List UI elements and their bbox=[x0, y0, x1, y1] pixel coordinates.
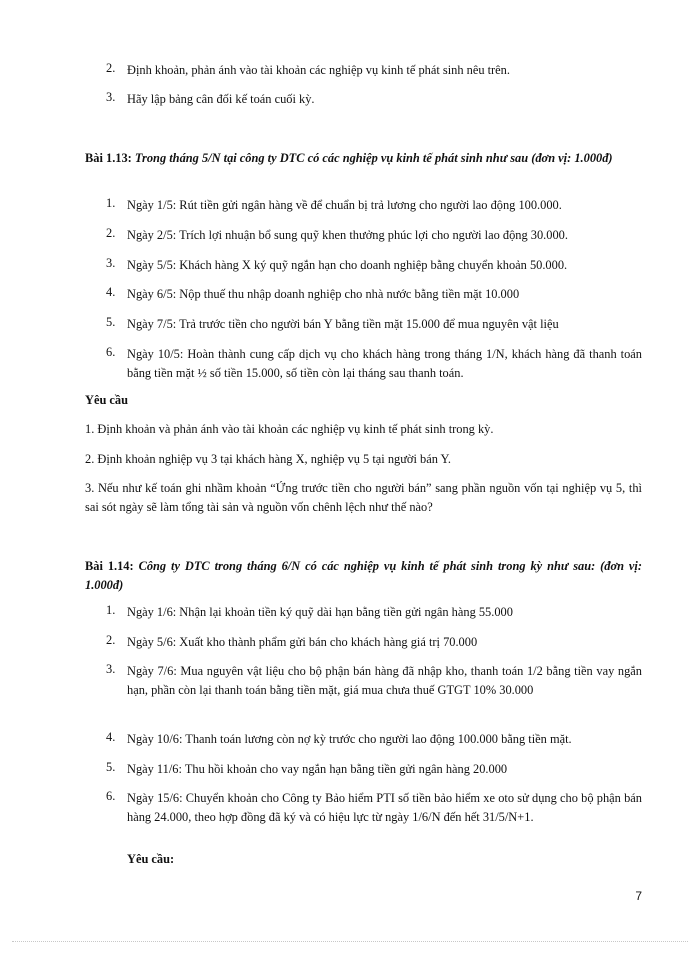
list-item: Định khoản, phản ánh vào tài khoản các nghiệp vụ kinh tế phát sinh nêu trên. bbox=[127, 63, 510, 77]
requirement-item: 1. Định khoản và phản ánh vào tài khoản các nghiệp vụ kinh tế phát sinh trong kỳ. bbox=[85, 422, 494, 436]
exercise-label: Bài 1.14: bbox=[85, 559, 134, 573]
list-item: Ngày 5/5: Khách hàng X ký quỹ ngắn hạn cho doanh nghiệp bằng chuyển khoản 50.000. bbox=[127, 258, 568, 272]
page-divider bbox=[12, 941, 688, 942]
list-number: 5. bbox=[106, 760, 116, 774]
list-number: 2. bbox=[106, 61, 116, 75]
list-item: Ngày 11/6: Thu hồi khoản cho vay ngắn hạn bằng tiền gửi ngân hàng 20.000 bbox=[127, 762, 508, 776]
list-number: 1. bbox=[106, 196, 116, 210]
list-number: 2. bbox=[106, 633, 116, 647]
list-item: Hãy lập bảng cân đối kế toán cuối kỳ. bbox=[127, 92, 315, 106]
exercise-title: Công ty DTC trong tháng 6/N có các nghiệp vụ kinh tế phát sinh trong kỳ như sau: (đơn vị: 1.000đ) bbox=[85, 559, 642, 592]
list-number: 4. bbox=[106, 285, 116, 299]
page-number: 7 bbox=[635, 889, 642, 903]
exercise-heading bbox=[85, 149, 642, 168]
list-item: Ngày 7/6: Mua nguyên vật liệu cho bộ phận bán hàng đã nhập kho, thanh toán 1/2 bằng tiền vay ngắn hạn, phần còn lại thanh toán bằng tiền mặt, giá mua chưa thuế GTGT 10% 30.000 bbox=[127, 664, 642, 697]
requirement-item: 3. Nếu như kế toán ghi nhầm khoản “Ứng trước tiền cho người bán” sang phần nguồn vốn tại nghiệp vụ 5, thì sai sót ngày sẽ làm tổng tài sản và nguồn vốn chênh lệch như thế nào? bbox=[85, 481, 642, 514]
list-number: 5. bbox=[106, 315, 116, 329]
list-number: 3. bbox=[106, 90, 116, 104]
list-item: Ngày 5/6: Xuất kho thành phẩm gửi bán cho khách hàng giá trị 70.000 bbox=[127, 635, 478, 649]
requirements-label-text: Yêu cầu bbox=[85, 393, 129, 407]
list-item: Ngày 10/5: Hoàn thành cung cấp dịch vụ cho khách hàng trong tháng 1/N, khách hàng đã thanh toán bằng tiền mặt ½ số tiền 15.000, số tiền còn lại tháng sau thanh toán. bbox=[127, 347, 642, 380]
requirements-label-text: Yêu cầu: bbox=[127, 852, 175, 866]
requirements-label bbox=[85, 391, 128, 410]
list-number: 6. bbox=[106, 789, 116, 803]
list-item: Ngày 15/6: Chuyển khoản cho Công ty Bảo hiểm PTI số tiền bảo hiểm xe oto sử dụng cho bộ phận bán hàng 24.000, theo hợp đồng đã ký và có hiệu lực từ ngày 1/6/N đến hết 31/5/N+1. bbox=[127, 791, 642, 824]
list-item: Ngày 2/5: Trích lợi nhuận bổ sung quỹ khen thưởng phúc lợi cho người lao động 30.000. bbox=[127, 228, 568, 242]
list-number: 6. bbox=[106, 345, 116, 359]
requirements-label bbox=[127, 850, 174, 869]
exercise-title: Trong tháng 5/N tại công ty DTC có các nghiệp vụ kinh tế phát sinh như sau (đơn vị: 1.000đ) bbox=[134, 151, 613, 165]
exercise-label: Bài 1.13: bbox=[85, 151, 132, 165]
list-number: 4. bbox=[106, 730, 116, 744]
list-item: Ngày 1/6: Nhận lại khoản tiền ký quỹ dài hạn bằng tiền gửi ngân hàng 55.000 bbox=[127, 605, 513, 619]
list-item: Ngày 7/5: Trả trước tiền cho người bán Y bằng tiền mặt 15.000 để mua nguyên vật liệu bbox=[127, 317, 559, 331]
list-item: Ngày 6/5: Nộp thuế thu nhập doanh nghiệp cho nhà nước bằng tiền mặt 10.000 bbox=[127, 287, 520, 301]
exercise-heading bbox=[85, 557, 642, 595]
list-number: 3. bbox=[106, 662, 116, 676]
list-number: 2. bbox=[106, 226, 116, 240]
list-number: 1. bbox=[106, 603, 116, 617]
requirement-item: 2. Định khoản nghiệp vụ 3 tại khách hàng X, nghiệp vụ 5 tại người bán Y. bbox=[85, 452, 451, 466]
list-item: Ngày 1/5: Rút tiền gửi ngân hàng về để chuẩn bị trả lương cho người lao động 100.000. bbox=[127, 198, 562, 212]
list-item: Ngày 10/6: Thanh toán lương còn nợ kỳ trước cho người lao động 100.000 bằng tiền mặt. bbox=[127, 732, 572, 746]
list-number: 3. bbox=[106, 256, 116, 270]
